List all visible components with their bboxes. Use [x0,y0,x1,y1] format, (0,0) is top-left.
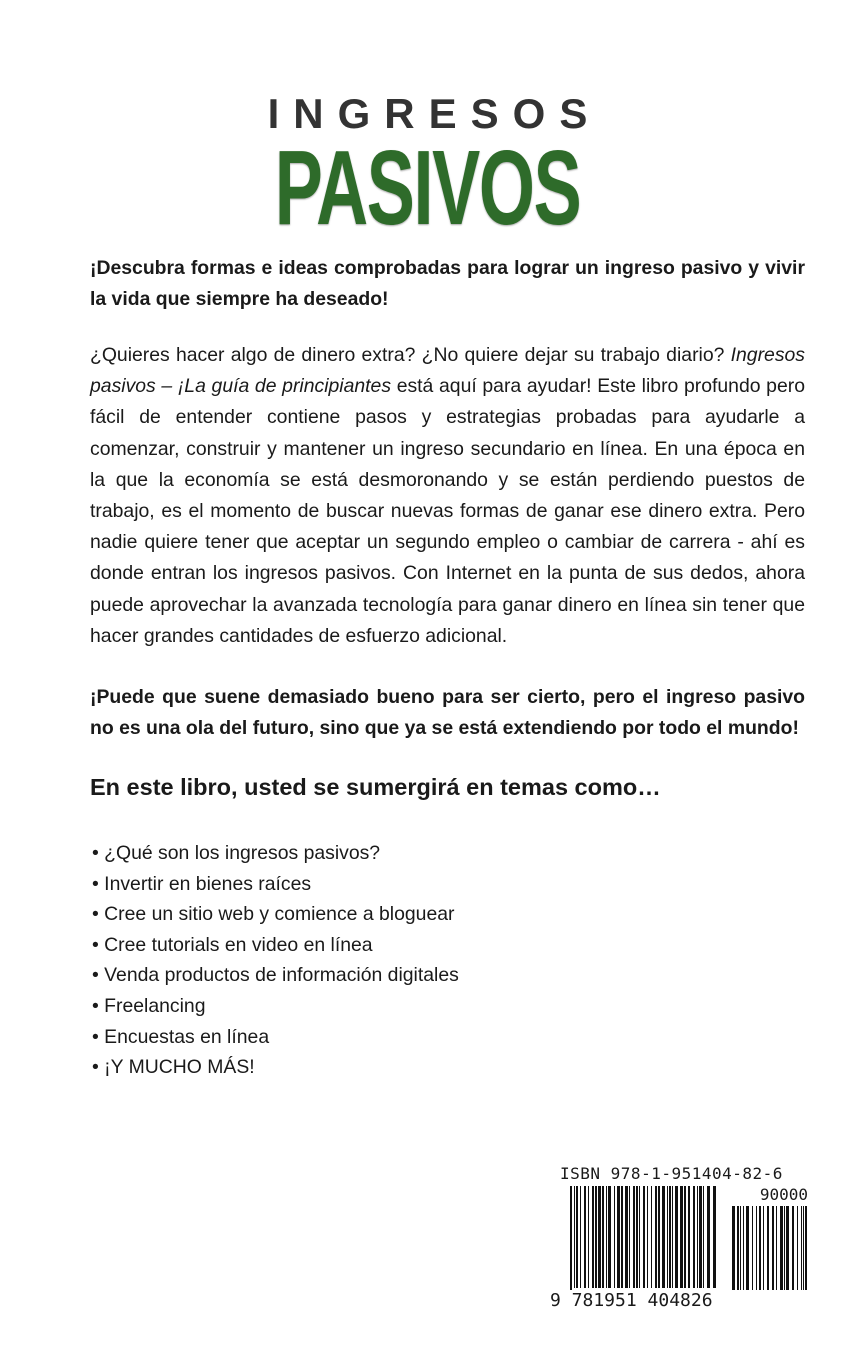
barcode-bar [672,1186,673,1288]
barcode-bar [662,1186,665,1288]
barcode-bar [598,1186,601,1288]
barcode-bar [592,1186,594,1288]
list-item: • Encuestas en línea [92,1025,270,1048]
barcode-number: 9 781951 404826 [550,1290,713,1311]
barcode-bar [595,1186,597,1288]
barcode-bar [713,1186,716,1288]
barcode-bar [608,1186,611,1288]
barcode-bar [658,1186,660,1288]
barcode-bar [784,1206,785,1290]
barcode-bar [756,1206,757,1290]
barcode-bar [639,1186,640,1288]
highlight-paragraph: ¡Puede que suene demasiado bueno para ser cierto, pero el ingreso pasivo no es una ola del futuro, sino que ya se está extendiendo por todo el mundo! [90,686,805,740]
list-item: • Cree tutorials en video en línea [92,933,373,956]
barcode-bar [651,1186,652,1288]
barcode-bar [786,1206,789,1290]
list-item: • ¿Qué son los ingresos pasivos? [92,842,381,864]
book-title-italic: Ingresos pasivos – ¡La guía de principiantes [90,344,805,398]
barcode-bar [602,1186,604,1288]
barcode [550,1164,812,1314]
barcode-bar [684,1186,686,1288]
barcode-bar [570,1186,572,1298]
barcode-bar [759,1206,761,1290]
barcode-bar [688,1186,690,1288]
barcode-bar [693,1186,695,1288]
barcode-bar [732,1206,735,1290]
barcode-bar [803,1206,804,1290]
barcode-bar [680,1186,683,1288]
barcode-bar [669,1186,671,1288]
topics-list [92,838,459,1083]
barcode-bar [737,1206,739,1290]
barcode-bar [576,1186,578,1288]
barcode-bar [767,1206,769,1290]
barcode-bar [675,1186,678,1288]
barcode-bar [752,1206,753,1290]
title-ingresos: INGRESOS [267,90,602,137]
barcode-bar [746,1206,749,1290]
list-item: • Venda productos de información digitales [92,964,459,987]
barcode-bar [647,1186,648,1288]
barcode-bar [636,1186,638,1288]
barcode-bar [643,1186,645,1288]
list-item: • Cree un sitio web y comience a bloguear [92,903,455,926]
barcode-bars [570,1186,812,1302]
barcode-bar [629,1186,630,1288]
description-paragraph [90,340,805,652]
barcode-bar [707,1186,710,1288]
barcode-bar [614,1186,615,1288]
barcode-bar [805,1206,807,1290]
barcode-bar [797,1206,798,1290]
barcode-bar [667,1186,668,1288]
barcode-bar [763,1206,764,1290]
barcode-bar [574,1186,575,1288]
list-item: • ¡Y MUCHO MÁS! [92,1056,255,1079]
barcode-bar [772,1206,774,1290]
list-item: • Freelancing [92,994,206,1017]
intro-paragraph: ¡Descubra formas e ideas comprobadas para lograr un ingreso pasivo y vivir la vida que siempre ha deseado! [90,257,805,311]
barcode-bar [625,1186,628,1288]
addon-code: 90000 [759,1185,808,1204]
barcode-bar [699,1186,702,1288]
barcode-bar [617,1186,620,1288]
barcode-bar [697,1186,698,1288]
list-item: • Invertir en bienes raíces [92,872,312,895]
title-pasivos: PASIVOS [274,129,581,247]
barcode-bar [633,1186,635,1288]
isbn-text: ISBN 978-1-951404-82-6 [560,1164,783,1183]
barcode-bar [580,1186,581,1288]
barcode-bar [776,1206,777,1290]
barcode-bar [606,1186,607,1288]
barcode-bar [655,1186,657,1288]
barcode-bar [780,1206,783,1290]
barcode-bar [792,1206,794,1290]
barcode-bar [621,1186,623,1288]
barcode-bar [801,1206,802,1290]
barcode-bar [740,1206,741,1290]
barcode-bar [703,1186,704,1288]
barcode-bar [588,1186,589,1288]
desc-part2: está aquí para ayudar! Este libro profundo pero fácil de entender contiene pasos y estrategias probadas para ayudarle a comenzar, construir y mantener un ingreso secundario en línea. En una época en la que la economía se está desmoronando y se están perdiendo puestos de trabajo, es el momento de buscar nuevas formas de ganar ese dinero extra. Pero nadie quiere tener que aceptar un segundo empleo o cambiar de carrera - ahí es donde entran los ingresos pasivos. Con Internet en la punta de sus dedos, ahora puede aprovechar la avanzada tecnología para ganar dinero en línea sin tener que hacer grandes cantidades de esfuerzo adicional. [90,375,805,647]
topics-heading: En este libro, usted se sumergirá en temas como… [90,774,661,800]
barcode-bar [743,1206,744,1290]
barcode-bar [584,1186,586,1288]
desc-part1: ¿Quieres hacer algo de dinero extra? ¿No quiere dejar su trabajo diario? [90,344,731,366]
